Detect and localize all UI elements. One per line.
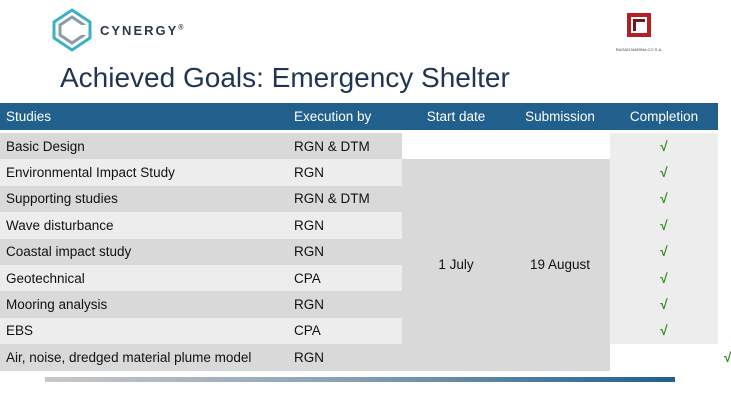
header-studies: Studies (0, 103, 288, 133)
completion-check: √ (610, 291, 718, 317)
execution-cell: RGN (288, 159, 402, 185)
study-cell: Environmental Impact Study (0, 159, 288, 185)
table-row: Air, noise, dredged material plume model RGN √ (0, 344, 718, 370)
start-date-spacer (402, 133, 510, 159)
cynergy-logo (50, 8, 240, 52)
submission-spacer (510, 133, 610, 159)
execution-cell: CPA (288, 318, 402, 344)
start-date-spacer (610, 344, 718, 370)
completion-check: √ (610, 265, 718, 291)
study-cell: Geotechnical (0, 265, 288, 291)
table-row (0, 159, 718, 185)
cynergy-logo-icon (50, 8, 94, 52)
execution-cell: RGN (288, 291, 402, 317)
completion-check: √ (610, 212, 718, 238)
table-row (0, 133, 718, 159)
table-row (0, 318, 718, 344)
header-completion: Completion (610, 103, 718, 133)
study-cell: Wave disturbance (0, 212, 288, 238)
table-row (0, 212, 718, 238)
table-row (0, 291, 718, 317)
header-submission: Submission (510, 103, 610, 133)
submission-cell: 19 August (510, 159, 610, 370)
page-title: Achieved Goals: Emergency Shelter (60, 62, 510, 93)
partner-logo-icon (626, 12, 652, 40)
study-cell: Air, noise, dredged material plume model (0, 344, 288, 370)
completion-check: √ (610, 318, 718, 344)
goals-table (0, 103, 731, 371)
completion-check: √ (610, 186, 718, 212)
execution-cell: RGN (288, 344, 402, 370)
start-date-cell: 1 July (402, 159, 510, 370)
completion-check: √ (610, 159, 718, 185)
execution-cell: CPA (288, 265, 402, 291)
study-cell: Basic Design (0, 133, 288, 159)
table-row (0, 186, 718, 212)
table-row (0, 265, 718, 291)
study-cell: EBS (0, 318, 288, 344)
footer-accent-bar (45, 377, 675, 382)
execution-cell: RGN & DTM (288, 186, 402, 212)
brand-name: CYNERGY® (100, 22, 186, 38)
table-header-row (0, 103, 718, 133)
header-execution-by: Execution by (288, 103, 402, 133)
completion-check: √ (610, 133, 718, 159)
partner-caption: RAGAN MARINA CO S.A. (615, 47, 663, 52)
study-cell: Coastal impact study (0, 239, 288, 265)
study-cell: Supporting studies (0, 186, 288, 212)
execution-cell: RGN (288, 212, 402, 238)
partner-logo (612, 12, 666, 52)
header-start-date: Start date (402, 103, 510, 133)
execution-cell: RGN & DTM (288, 133, 402, 159)
execution-cell: RGN (288, 239, 402, 265)
table-row (0, 239, 718, 265)
study-cell: Mooring analysis (0, 291, 288, 317)
completion-check: √ (610, 239, 718, 265)
